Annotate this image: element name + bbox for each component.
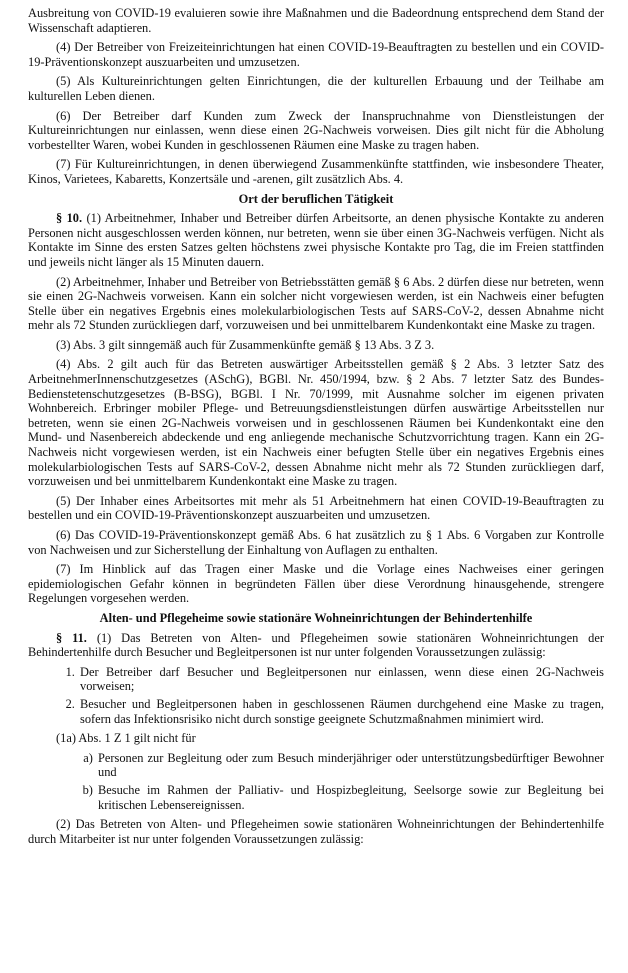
section-11-paragraph-1a: (1a) Abs. 1 Z 1 gilt nicht für xyxy=(56,731,196,746)
list-item: 2. Besucher und Begleitpersonen haben in geschlossenen Räumen durchgehend eine Maske zu tragen, sofern das Infektionsrisiko nicht durch sonstige geeignete Schutzmaßnahmen minimiert wird. xyxy=(78,697,604,726)
paragraph-5: (5) Als Kultureinrichtungen gelten Einrichtungen, die der kulturellen Erbauung und der Teilhabe am kulturellen Leben dienen. xyxy=(28,74,604,103)
section-10-paragraph-6: (6) Das COVID-19-Präventionskonzept gemäß Abs. 6 hat zusätzlich zu § 1 Abs. 6 Vorgaben zur Kontrolle von Nachweisen und zur Sicherstellung der Einhaltung von Auflagen zu enthalten. xyxy=(28,528,604,557)
section-11-p1-text: (1) Das Betreten von Alten- und Pflegeheimen sowie stationären Wohneinrichtungen der Behindertenhilfe durch Besucher und Begleitpersonen ist nur unter folgenden Voraussetzungen zulässig: xyxy=(28,630,604,660)
section-11-heading: Alten- und Pflegeheime sowie stationäre Wohneinrichtungen der Behindertenhilfe xyxy=(99,610,533,625)
section-10-paragraph-4: (4) Abs. 2 gilt auch für das Betreten auswärtiger Arbeitsstellen gemäß § 2 Abs. 3 letzter Satz des ArbeitnehmerInnenschutzgesetzes (ASchG), BGBl. Nr. 450/1994, bzw. § 2 Abs. 7 letzter Satz des Bundes-Bedienstetenschutzgesetzes (B-BSG), BGBl. I Nr. 70/1999, mit Ausnahme solcher im eigenen privaten Wohnbereich. Erbringer mobiler Pflege- und Betreuungsdienstleistungen dürfen auswärtige Arbeitsstellen nur betreten, wenn sie einen 2G-Nachweis vorweisen und in geschlossenen Räumen bei Kundenkontakt eine den Mund- und Nasenbereich abdeckende und eng anliegende mechanische Schutzvorrichtung tragen. Kann ein 2G-Nachweis nicht vorgewiesen werden, ist ein Nachweis einer befugten Stelle über ein negatives Ergebnis eines molekularbiologischen Tests auf SARS-CoV-2, dessen Abnahme nicht mehr als 72 Stunden zurückliegen darf, vorzuweisen und bei unmittelbarem Kundenkontakt eine Maske zu tragen. xyxy=(28,357,604,489)
list-item: 1. Der Betreiber darf Besucher und Begleitpersonen nur einlassen, wenn diese einen 2G-Nachweis vorweisen; xyxy=(78,665,604,694)
section-10-paragraph-5: (5) Der Inhaber eines Arbeitsortes mit mehr als 51 Arbeitnehmern hat einen COVID-19-Beauftragten zu bestellen und ein COVID-19-Präventionskonzept auszuarbeiten und umzusetzen. xyxy=(28,493,604,523)
section-11-paragraph-2: (2) Das Betreten von Alten- und Pflegeheimen sowie stationären Wohneinrichtungen der Behindertenhilfe durch Mitarbeiter ist nur unter folgenden Voraussetzungen zulässig: xyxy=(28,817,604,846)
section-10-heading: Ort der beruflichen Tätigkeit xyxy=(238,191,394,206)
section-10-label: § 10. xyxy=(56,211,83,226)
paragraph-6: (6) Der Betreiber darf Kunden zum Zweck der Inanspruchnahme von Dienstleistungen der Kultureinrichtungen nur einlassen, wenn diese einen 2G-Nachweis vorweisen. Dies gilt nicht für die Abholung vorbestellter Waren, wobei Kunden in geschlossenen Räumen eine Maske zu tragen haben. xyxy=(28,108,604,152)
intro-paragraph: Ausbreitung von COVID-19 evaluieren sowie ihre Maßnahmen und die Badeordnung entsprechend dem Stand der Wissenschaft adaptieren. xyxy=(28,6,604,35)
section-10-paragraph-1 xyxy=(28,211,604,269)
section-10-paragraph-7: (7) Im Hinblick auf das Tragen einer Maske und die Vorlage eines Nachweises einer geringen epidemiologischen Gefahr können in begründeten Fällen über diese Verordnung hinausgehende, strengere Regelungen vorgesehen werden. xyxy=(28,562,604,606)
paragraph-4: (4) Der Betreiber von Freizeiteinrichtungen hat einen COVID-19-Beauftragten zu bestellen und ein COVID-19-Präventionskonzept auszuarbeiten und umzusetzen. xyxy=(28,40,604,69)
section-10-p1-text: (1) Arbeitnehmer, Inhaber und Betreiber dürfen Arbeitsorte, an denen physische Kontakte zu anderen Personen nicht ausgeschlossen werden können, nur betreten, wenn sie über einen 3G-Nachweis verfügen. Nicht als Kontakte im Sinne des ersten Satzes gelten höchstens zwei physische Kontakte pro Tag, die im Freien stattfinden und jeweils nicht länger als 15 Minuten dauern. xyxy=(28,211,604,269)
section-11-label: § 11. xyxy=(56,630,87,645)
paragraph-7: (7) Für Kultureinrichtungen, in denen überwiegend Zusammenkünfte stattfinden, wie insbesondere Theater, Kinos, Varietees, Kabaretts, Konzertsäle und -arenen, gilt zusätzlich Abs. 4. xyxy=(28,157,604,186)
section-10-paragraph-3: (3) Abs. 3 gilt sinngemäß auch für Zusammenkünfte gemäß § 13 Abs. 3 Z 3. xyxy=(56,337,435,352)
list-item: b. Besuche im Rahmen der Palliativ- und Hospizbegleitung, Seelsorge sowie zur Begleitung bei kritischen Lebensereignissen. xyxy=(96,783,604,812)
section-10-paragraph-2: (2) Arbeitnehmer, Inhaber und Betreiber von Betriebsstätten gemäß § 6 Abs. 2 dürfen diese nur betreten, wenn sie einen 2G-Nachweis vorweisen. Kann ein solcher nicht vorgewiesen werden, ist ein Nachweis einer befugten Stelle über ein negatives Ergebnis eines molekularbiologischen Tests auf SARS-CoV-2, dessen Abnahme nicht mehr als 72 Stunden zurückliegen darf, vorzuweisen und bei unmittelbarem Kundenkontakt eine Maske zu tragen. xyxy=(28,274,604,333)
list-item: a. Personen zur Begleitung oder zum Besuch minderjähriger oder unterstützungsbedürftiger Bewohner und xyxy=(96,751,604,780)
section-11-numbered-list xyxy=(28,665,604,726)
section-11-paragraph-1 xyxy=(28,631,604,660)
section-11-lettered-list xyxy=(28,751,604,812)
